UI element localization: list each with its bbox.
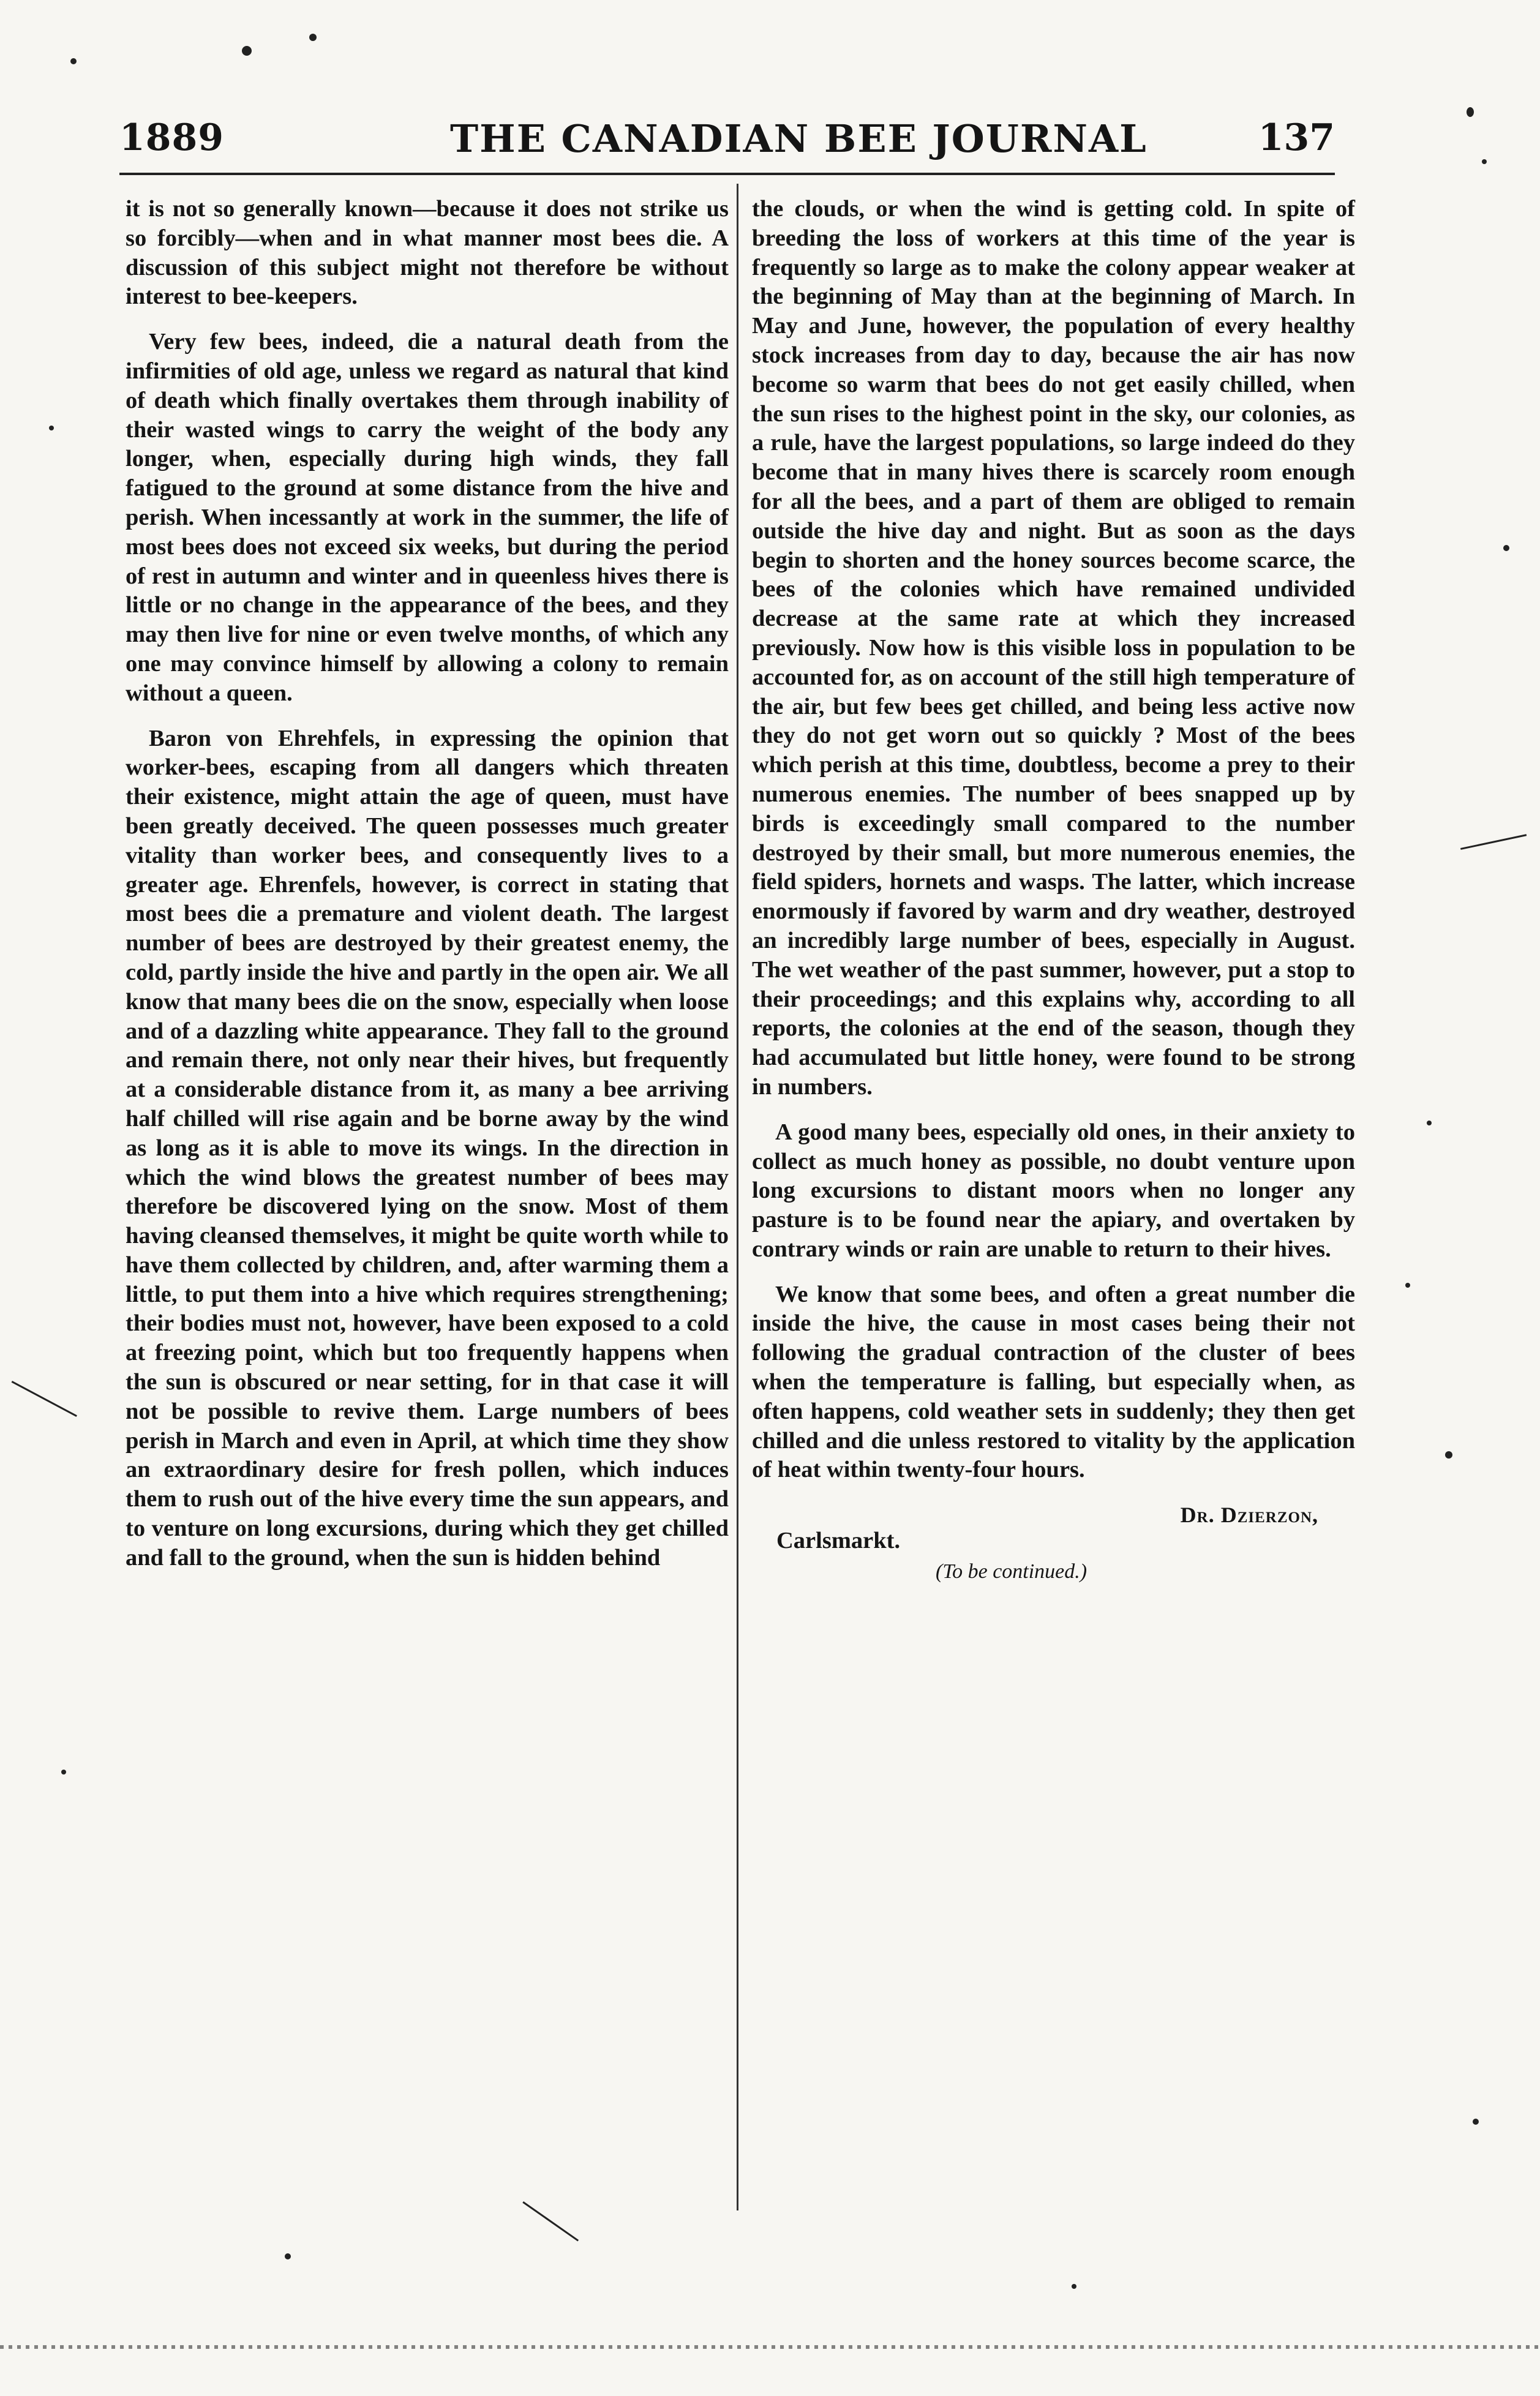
scan-stroke — [12, 1381, 77, 1417]
page-number: 137 — [1258, 116, 1335, 159]
scan-stroke — [1460, 834, 1527, 850]
scan-speck — [242, 46, 252, 56]
column-divider — [737, 184, 738, 2210]
signature-block — [752, 1501, 1355, 1583]
continued-note: (To be continued.) — [936, 1560, 1087, 1583]
author-signature: Dr. Dzierzon, — [1180, 1503, 1318, 1528]
page-header — [119, 116, 1335, 171]
scan-speck — [70, 58, 77, 64]
scan-speck — [1482, 159, 1487, 164]
scan-speck — [1072, 2284, 1076, 2289]
scan-speck — [285, 2253, 291, 2259]
article-paragraph: A good many bees, especially old ones, in their anxiety to collect as much honey as possible, no doubt venture upon long excursions to distant moors when no longer any pasture is to be found near the apiary, and overtaken by contrary winds or rain are unable to return to their hives. — [752, 1119, 1355, 1262]
scan-speck — [61, 1770, 66, 1774]
scan-speck — [49, 426, 54, 430]
article-paragraph: We know that some bees, and often a great number die inside the hive, the cause in most cases being their not following the gradual contraction of the cluster of bees when the temperature is falling, but especially when, as often happens, cold weather sets in suddenly; they then get chilled and die unless restored to vitality by the application of heat within twenty-four hours. — [752, 1281, 1355, 1483]
header-year: 1889 — [119, 116, 224, 159]
scan-speck — [1503, 545, 1509, 551]
article-paragraph: Very few bees, indeed, die a natural death from the infirmities of old age, unless we regard as natural that kind of death which finally overtakes them through inability of their wasted wings to carry the weight of the body any longer, when, especially during high winds, they fall fatigued to the ground at some distance from the hive and perish. When incessantly at work in the summer, the life of most bees does not exceed six weeks, but during the period of rest in autumn and winter and in queenless hives there is little or no change in the appearance of the bees, and they may then live for nine or even twelve months, of which any one may convince himself by allowing a colony to remain without a queen. — [126, 329, 729, 706]
header-rule — [119, 173, 1335, 175]
scan-stroke — [522, 2201, 579, 2242]
scan-edge-noise — [0, 2345, 1540, 2349]
article-paragraph: Baron von Ehrehfels, in expressing the opinion that worker-bees, escaping from all dangers which threaten their existence, might attain the age of queen, must have been greatly deceived. The queen possesses much greater vitality than worker bees, and consequently lives to a greater age. Ehrenfels, however, is correct in stating that most bees die a premature and violent death. The largest number of bees are destroyed by their greatest enemy, the cold, partly inside the hive and partly in the open air. We all know that many bees die on the snow, especially when loose and of a dazzling white appearance. They fall to the ground and remain there, not only near their hives, but frequently at a considerable distance from it, as many a bee arriving half chilled will rise again and be borne away by the wind as long as it is able to move its wings. In the direction in which the wind blows the greatest number of bees may therefore be discovered lying on the snow. Most of them having cleansed themselves, it might be quite worth while to have them collected by children, and, after warming them a little, to put them into a hive which requires strengthening; their bodies must not, however, have been exposed to a cold at freezing point, which but too frequently happens when the sun is obscured or near setting, for in that case it will not be possible to revive them. Large numbers of bees perish in March and even in April, at which time they show an extraordinary desire for fresh pollen, which induces them to rush out of the hive every time the sun appears, and to venture on long excursions, during which they get chilled and fall to the ground, when the sun is hidden behind — [126, 725, 729, 1571]
scan-speck — [1445, 1451, 1452, 1459]
scan-speck — [1427, 1121, 1432, 1125]
author-location: Carlsmarkt. — [776, 1528, 901, 1554]
scan-speck — [1405, 1283, 1410, 1288]
article-paragraph: the clouds, or when the wind is getting cold. In spite of breeding the loss of workers at this time of the year is frequently so large as to make the colony appear weaker at the beginning of May than at the beginning of March. In May and June, however, the population of every healthy stock increases from day to day, because the air has now become so warm that bees do not get easily chilled, when the sun rises to the highest point in the sky, our colonies, as a rule, have the largest populations, so large indeed do they become that in many hives there is scarcely room enough for all the bees, and a part of them are obliged to remain outside the hive day and night. But as soon as the days begin to shorten and the honey sources become scarce, the bees of the colonies which have remained undivided decrease at the same rate at which they increased previously. Now how is this visible loss in population to be accounted for, as on account of the still high temperature of the air, but few bees get chilled, and being less active now they do not get worn out so quickly ? Most of the bees which perish at this time, doubtless, become a prey to their numerous enemies. The number of bees snapped up by birds is exceedingly small compared to the number destroyed by their small, but more numerous enemies, the field spiders, hornets and wasps. The latter, which increase enormously if favored by warm and dry weather, destroyed an incredibly large number of bees, especially in August. The wet weather of the past summer, however, put a stop to their proceedings; and this explains why, according to all reports, the colonies at the end of the season, though they had accumulated but little honey, were found to be strong in numbers. — [752, 196, 1355, 1100]
scan-speck — [309, 34, 317, 41]
right-column — [752, 195, 1355, 1583]
scan-speck — [1473, 2119, 1479, 2125]
article-paragraph: it is not so generally known—because it does not strike us so forcibly—when and in what manner most bees die. A discussion of this subject might not therefore be without interest to bee-keepers. — [126, 196, 729, 310]
scan-speck — [1467, 107, 1474, 117]
journal-title: THE CANADIAN BEE JOURNAL — [450, 116, 1147, 161]
left-column — [126, 195, 729, 1589]
